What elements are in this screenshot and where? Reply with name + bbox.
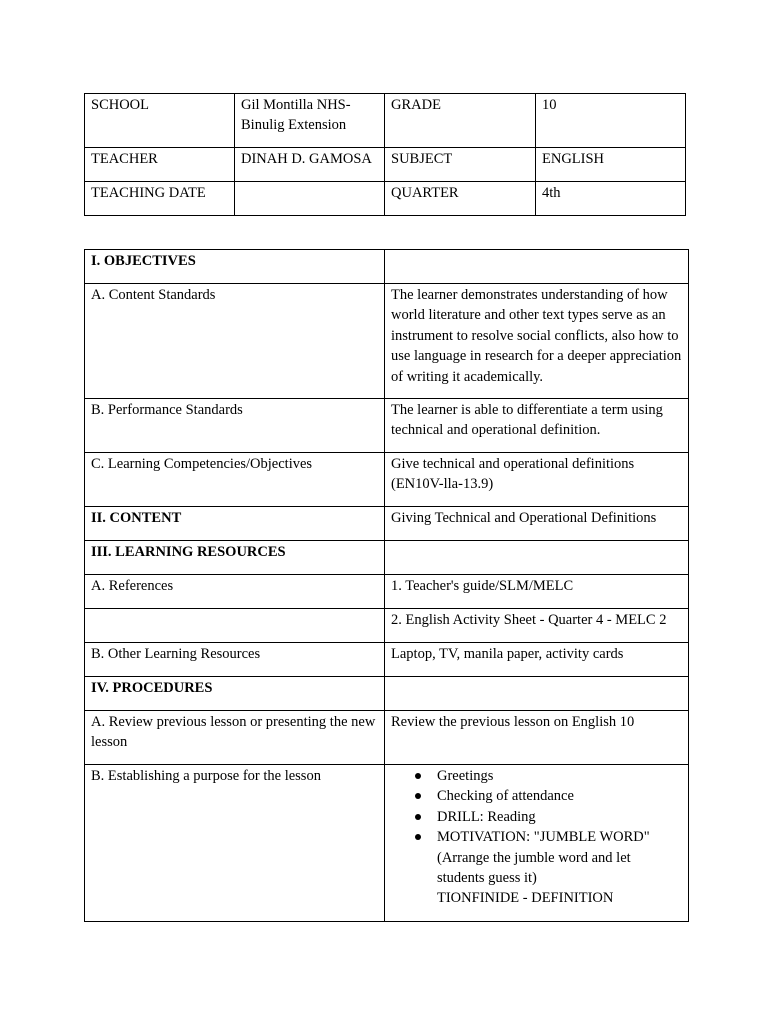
school-value: Gil Montilla NHS-Binulig Extension xyxy=(235,94,385,148)
bullet-icon xyxy=(415,773,421,779)
content-standards-label: A. Content Standards xyxy=(85,284,385,399)
grade-value: 10 xyxy=(536,94,686,148)
school-label: SCHOOL xyxy=(85,94,235,148)
procedures-empty-cell xyxy=(385,677,689,711)
bullet-icon xyxy=(415,814,421,820)
purpose-continuation-1: (Arrange the jumble word and let xyxy=(437,849,631,866)
purpose-row xyxy=(85,765,689,922)
purpose-item: Checking of attendance xyxy=(437,786,682,806)
bullet-icon xyxy=(415,793,421,799)
review-text: Review the previous lesson on English 10 xyxy=(385,711,689,765)
procedures-heading: IV. PROCEDURES xyxy=(85,677,385,711)
procedures-row xyxy=(85,677,689,711)
content-standards-row xyxy=(85,284,689,399)
competencies-row xyxy=(85,453,689,507)
competencies-text: Give technical and operational definitions (EN10V-lla-13.9) xyxy=(385,453,689,507)
reference-2: 2. English Activity Sheet - Quarter 4 - MELC 2 xyxy=(385,609,689,643)
other-resources-label: B. Other Learning Resources xyxy=(85,643,385,677)
references-row xyxy=(85,575,689,609)
teaching-date-value xyxy=(235,182,385,216)
review-label: A. Review previous lesson or presenting the new lesson xyxy=(85,711,385,765)
content-heading: II. CONTENT xyxy=(85,507,385,541)
references-empty-cell xyxy=(85,609,385,643)
references-row-2 xyxy=(85,609,689,643)
purpose-item: MOTIVATION: "JUMBLE WORD" xyxy=(437,827,682,847)
info-row-school xyxy=(85,94,686,148)
content-text: Giving Technical and Operational Definitions xyxy=(385,507,689,541)
lesson-plan-table xyxy=(84,249,689,922)
purpose-continuation-3: TIONFINIDE - DEFINITION xyxy=(437,890,614,907)
review-row xyxy=(85,711,689,765)
purpose-label: B. Establishing a purpose for the lesson xyxy=(85,765,385,922)
references-label: A. References xyxy=(85,575,385,609)
objectives-heading: I. OBJECTIVES xyxy=(85,250,385,284)
quarter-value: 4th xyxy=(536,182,686,216)
reference-1: 1. Teacher's guide/SLM/MELC xyxy=(385,575,689,609)
other-resources-row xyxy=(85,643,689,677)
learning-resources-empty-cell xyxy=(385,541,689,575)
objectives-row xyxy=(85,250,689,284)
other-resources-text: Laptop, TV, manila paper, activity cards xyxy=(385,643,689,677)
purpose-continuation-2: students guess it) xyxy=(437,870,537,887)
performance-standards-text: The learner is able to differentiate a term using technical and operational definition. xyxy=(385,399,689,453)
content-row xyxy=(85,507,689,541)
purpose-item: DRILL: Reading xyxy=(437,807,682,827)
teacher-label: TEACHER xyxy=(85,148,235,182)
info-row-teacher xyxy=(85,148,686,182)
grade-label: GRADE xyxy=(385,94,536,148)
purpose-item: Greetings xyxy=(437,766,682,786)
teacher-value: DINAH D. GAMOSA xyxy=(235,148,385,182)
teaching-date-label: TEACHING DATE xyxy=(85,182,235,216)
info-row-date xyxy=(85,182,686,216)
learning-resources-row xyxy=(85,541,689,575)
purpose-cell xyxy=(385,765,689,922)
performance-standards-label: B. Performance Standards xyxy=(85,399,385,453)
performance-standards-row xyxy=(85,399,689,453)
bullet-icon xyxy=(415,834,421,840)
learning-resources-heading: III. LEARNING RESOURCES xyxy=(85,541,385,575)
content-standards-text: The learner demonstrates understanding of how world literature and other text types serve as an instrument to resolve social conflicts, also how to use language in research for a deeper appreciation of writing it academically. xyxy=(385,284,689,399)
purpose-list xyxy=(391,766,682,848)
subject-value: ENGLISH xyxy=(536,148,686,182)
quarter-label: QUARTER xyxy=(385,182,536,216)
school-info-table xyxy=(84,93,686,216)
subject-label: SUBJECT xyxy=(385,148,536,182)
objectives-empty-cell xyxy=(385,250,689,284)
competencies-label: C. Learning Competencies/Objectives xyxy=(85,453,385,507)
